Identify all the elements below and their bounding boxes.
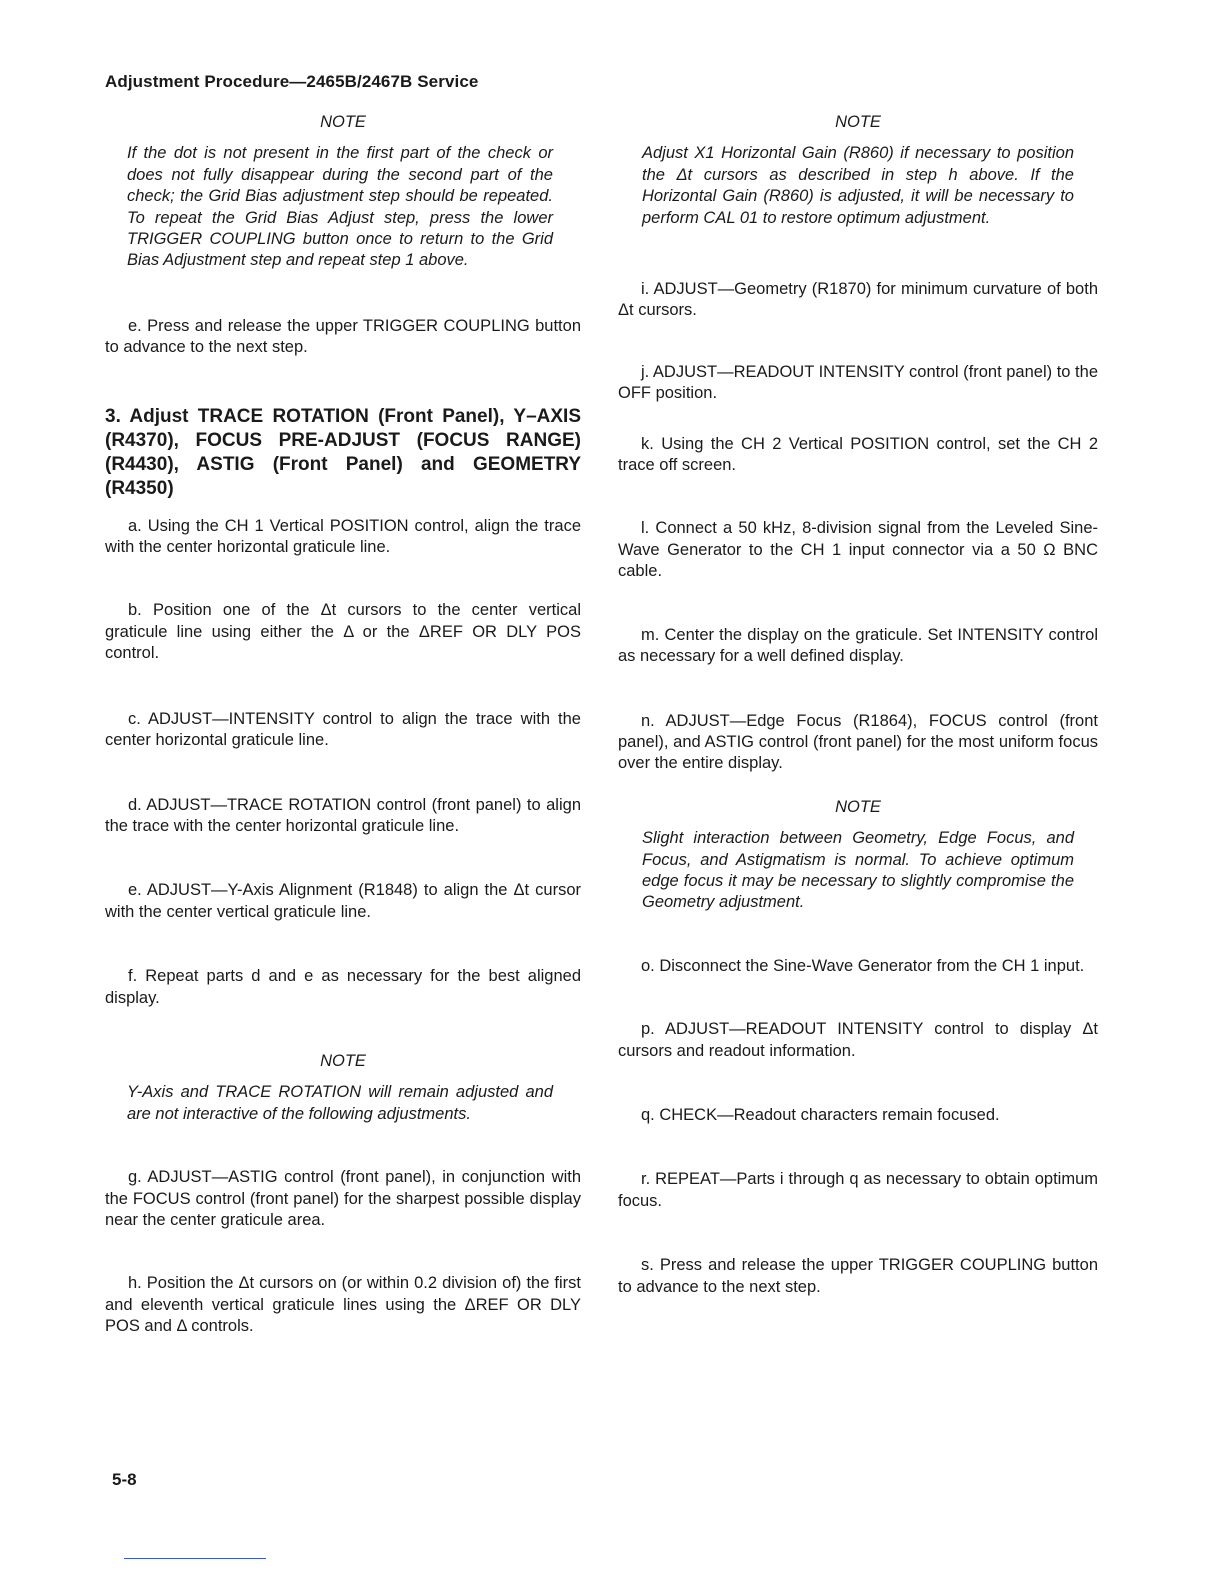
note-title: NOTE <box>320 1051 366 1070</box>
left-column <box>105 112 581 1338</box>
note-title: NOTE <box>320 113 366 131</box>
note-body-horizontal-gain: Adjust X1 Horizontal Gain (R860) if necessary to position the Δt cursors as described in step h above. If the Horizontal Gain (R860) is adjusted, it will be necessary to perform CAL 01 to restore optimum adjustment. <box>642 144 1074 227</box>
step-d: d. ADJUST—TRACE ROTATION control (front panel) to align the trace with the center horizontal graticule line. <box>105 795 581 835</box>
step-c: c. ADJUST—INTENSITY control to align the trace with the center horizontal graticule line. <box>105 709 581 750</box>
step-j: j. ADJUST—READOUT INTENSITY control (front panel) to the OFF position. <box>618 362 1098 403</box>
note-title: NOTE <box>835 113 881 131</box>
right-column <box>618 112 1098 1298</box>
step-a: a. Using the CH 1 Vertical POSITION control, align the trace with the center horizontal graticule line. <box>105 516 581 557</box>
step-q: q. CHECK—Readout characters remain focused. <box>641 1105 1000 1124</box>
section-3-heading: 3. Adjust TRACE ROTATION (Front Panel), Y–AXIS (R4370), FOCUS PRE-ADJUST (FOCUS RANGE) (R4430), ASTIG (Front Panel) and GEOMETRY (R4350) <box>105 405 581 499</box>
step-f: f. Repeat parts d and e as necessary for the best aligned display. <box>105 967 581 1007</box>
step-h: h. Position the Δt cursors on (or within 0.2 division of) the first and eleventh vertical graticule lines using the ΔREF OR DLY POS and Δ controls. <box>105 1274 581 1336</box>
footer-rule <box>124 1558 266 1559</box>
step-p: p. ADJUST—READOUT INTENSITY control to display Δt cursors and readout information. <box>618 1020 1098 1060</box>
note-title: NOTE <box>835 797 881 816</box>
step-o: o. Disconnect the Sine-Wave Generator from the CH 1 input. <box>641 956 1085 975</box>
page-number: 5-8 <box>112 1470 137 1489</box>
step-n: n. ADJUST—Edge Focus (R1864), FOCUS control (front panel), and ASTIG control (front panel) for the most uniform focus over the entire display. <box>618 711 1098 773</box>
step-r: r. REPEAT—Parts i through q as necessary to obtain optimum focus. <box>618 1170 1098 1210</box>
note-body-grid-bias: If the dot is not present in the first part of the check or does not fully disappear during the second part of the check; the Grid Bias adjustment step should be repeated. To repeat the Grid Bias Adjust step, press the lower TRIGGER COUPLING button once to return to the Grid Bias Adjustment step and repeat step 1 above. <box>127 144 553 270</box>
step-e-previous: e. Press and release the upper TRIGGER COUPLING button to advance to the next step. <box>105 316 581 357</box>
step-m: m. Center the display on the graticule. Set INTENSITY control as necessary for a well defined display. <box>618 625 1098 666</box>
step-k: k. Using the CH 2 Vertical POSITION control, set the CH 2 trace off screen. <box>618 434 1098 475</box>
step-i: i. ADJUST—Geometry (R1870) for minimum curvature of both Δt cursors. <box>618 280 1098 320</box>
step-b: b. Position one of the Δt cursors to the center vertical graticule line using either the Δ or the ΔREF OR DLY POS control. <box>105 601 581 663</box>
note-body-y-axis: Y-Axis and TRACE ROTATION will remain adjusted and are not interactive of the following adjustments. <box>127 1083 553 1123</box>
step-g: g. ADJUST—ASTIG control (front panel), in conjunction with the FOCUS control (front panel) for the sharpest possible display near the center graticule area. <box>105 1168 581 1229</box>
step-l: l. Connect a 50 kHz, 8-division signal from the Leveled Sine-Wave Generator to the CH 1 input connector via a 50 Ω BNC cable. <box>618 519 1098 581</box>
step-e: e. ADJUST—Y-Axis Alignment (R1848) to align the Δt cursor with the center vertical graticule line. <box>105 881 581 921</box>
running-header: Adjustment Procedure—2465B/2467B Service <box>105 72 479 91</box>
note-body-interaction: Slight interaction between Geometry, Edge Focus, and Focus, and Astigmatism is normal. To achieve optimum edge focus it may be necessary to slightly compromise the Geometry adjustment. <box>642 829 1074 912</box>
step-s: s. Press and release the upper TRIGGER COUPLING button to advance to the next step. <box>618 1256 1098 1296</box>
